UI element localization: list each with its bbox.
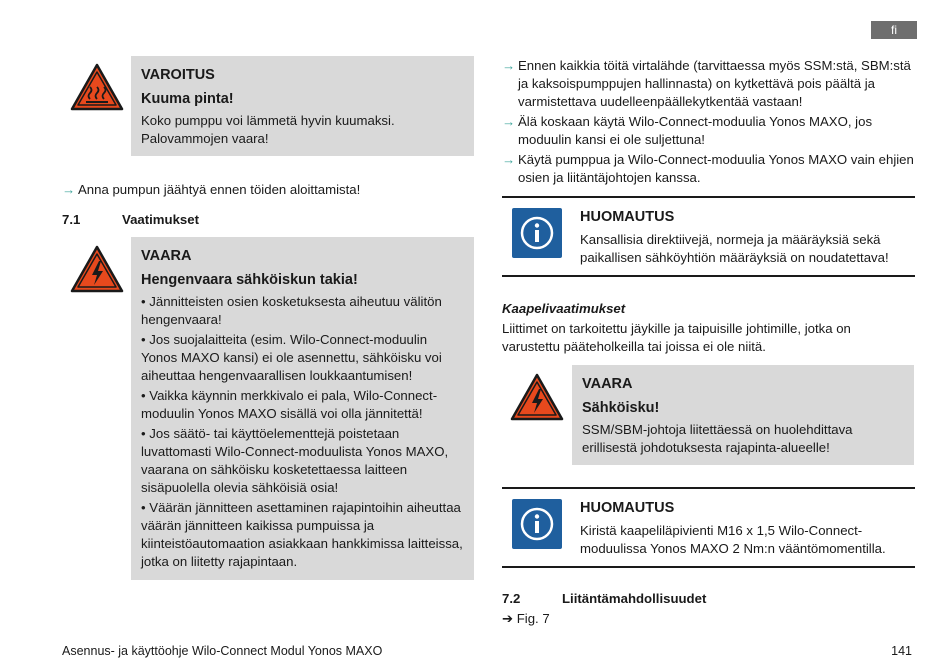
danger-subtitle: Hengenvaara sähköiskun takia! [141, 272, 358, 288]
section-title: Vaatimukset [122, 212, 199, 227]
note-notice-torque [580, 499, 910, 558]
warning-title: VAROITUS [141, 67, 215, 83]
electric-shock-warning-icon [70, 245, 124, 293]
warning-text: Koko pumppu voi lämmetä hyvin kuumaksi. Palovammojen vaara! [141, 113, 395, 146]
danger-subtitle: Sähköisku! [582, 400, 660, 416]
arrow-right-icon: → [502, 152, 516, 167]
note-text: Kiristä kaapeliläpivienti M16 x 1,5 Wilo-Connect-moduulissa Yonos MAXO 2 Nm:n vääntömomentilla. [580, 523, 886, 556]
language-badge: fi [871, 21, 917, 39]
electric-shock-warning-icon [510, 373, 564, 421]
footer-doc-title: Asennus- ja käyttöohje Wilo-Connect Modul Yonos MAXO [62, 644, 383, 658]
warning-subtitle: Kuuma pinta! [141, 91, 234, 107]
arrow-right-icon: → [502, 114, 516, 129]
danger-bullet: • Jos suojalaitteita (esim. Wilo-Connect-moduulin Yonos MAXO kansi) ei ole asennettu, sähköisku voi aiheuttaa hengenvaarallisen loukkaantumisen! [141, 332, 442, 383]
note-title: HUOMAUTUS [580, 500, 675, 516]
danger-box-shock [572, 365, 914, 465]
hot-surface-warning-icon [70, 63, 124, 111]
note-notice-regulations [580, 208, 910, 267]
divider [502, 566, 915, 568]
danger-bullet: • Väärän jännitteen asettaminen rajapintoihin aiheuttaa väärän jännitteen kaikissa pumpuissa ja kiinteistöautomaation asiakkaan hankkimissa laitteissa, jotka on liitetty rajapintaan. [141, 500, 463, 569]
arrow-right-icon: → [502, 58, 516, 73]
divider [502, 487, 915, 489]
section-title: Liitäntämahdollisuudet [562, 591, 707, 606]
danger-title: VAARA [141, 248, 192, 264]
danger-bullet: • Jännitteisten osien kosketuksesta aiheutuu välitön hengenvaara! [141, 294, 442, 327]
section-number: 7.1 [62, 212, 81, 227]
cable-text: Liittimet on tarkoitettu jäykille ja taipuisille johtimille, jotka on varustettu pääteholkeilla tai joissa ei ole niitä. [502, 321, 851, 354]
page-number: 141 [891, 644, 912, 658]
instruction-item: → Älä koskaan käytä Wilo-Connect-moduulia Yonos MAXO, jos moduulin kansi ei ole suljettuna! [502, 114, 873, 147]
note-title: HUOMAUTUS [580, 209, 675, 225]
instruction-cool-down [62, 181, 482, 199]
info-icon [512, 499, 562, 549]
instruction-item: → Ennen kaikkia töitä virtalähde (tarvittaessa myös SSM:stä, SBM:stä ja kaksoispumppujen hallinnasta) on kytkettävä pois päältä ja varmistettava uudelleenpäällekytkentää vastaan! [502, 58, 911, 109]
info-icon [512, 208, 562, 258]
cable-heading: Kaapelivaatimukset [502, 301, 626, 316]
danger-box-electric [131, 237, 474, 580]
instruction-text: Anna pumpun jäähtyä ennen töiden aloittamista! [78, 182, 361, 197]
divider [502, 196, 915, 198]
arrow-right-icon: → [62, 182, 76, 197]
section-number: 7.2 [502, 591, 521, 606]
divider [502, 275, 915, 277]
danger-title: VAARA [582, 376, 633, 392]
note-text: Kansallisia direktiivejä, normeja ja määräyksiä sekä paikallisen sähköyhtiön määräyksiä on noudatettava! [580, 232, 889, 265]
instruction-list [502, 57, 914, 187]
danger-bullet: • Jos säätö- tai käyttöelementtejä poistetaan luvattomasti Wilo-Connect-moduulista Yonos MAXO, vaarana on sähköisku kosketettaessa laitteen sisäpuolella olevia sähköisiä osia! [141, 426, 449, 495]
warning-box-hot-surface [131, 56, 474, 156]
figure-reference: ➔ Fig. 7 [502, 611, 550, 626]
instruction-item: → Käytä pumppua ja Wilo-Connect-moduulia Yonos MAXO vain ehjien osien ja liitäntäjohtojen kanssa. [502, 152, 914, 185]
danger-text: SSM/SBM-johtoja liitettäessä on huolehdittava erillisestä johdotuksesta rajapinta-alueelle! [582, 422, 853, 455]
danger-bullet: • Vaikka käynnin merkkivalo ei pala, Wilo-Connect-moduulin Yonos MAXO sisällä voi olla jännitettä! [141, 388, 438, 421]
